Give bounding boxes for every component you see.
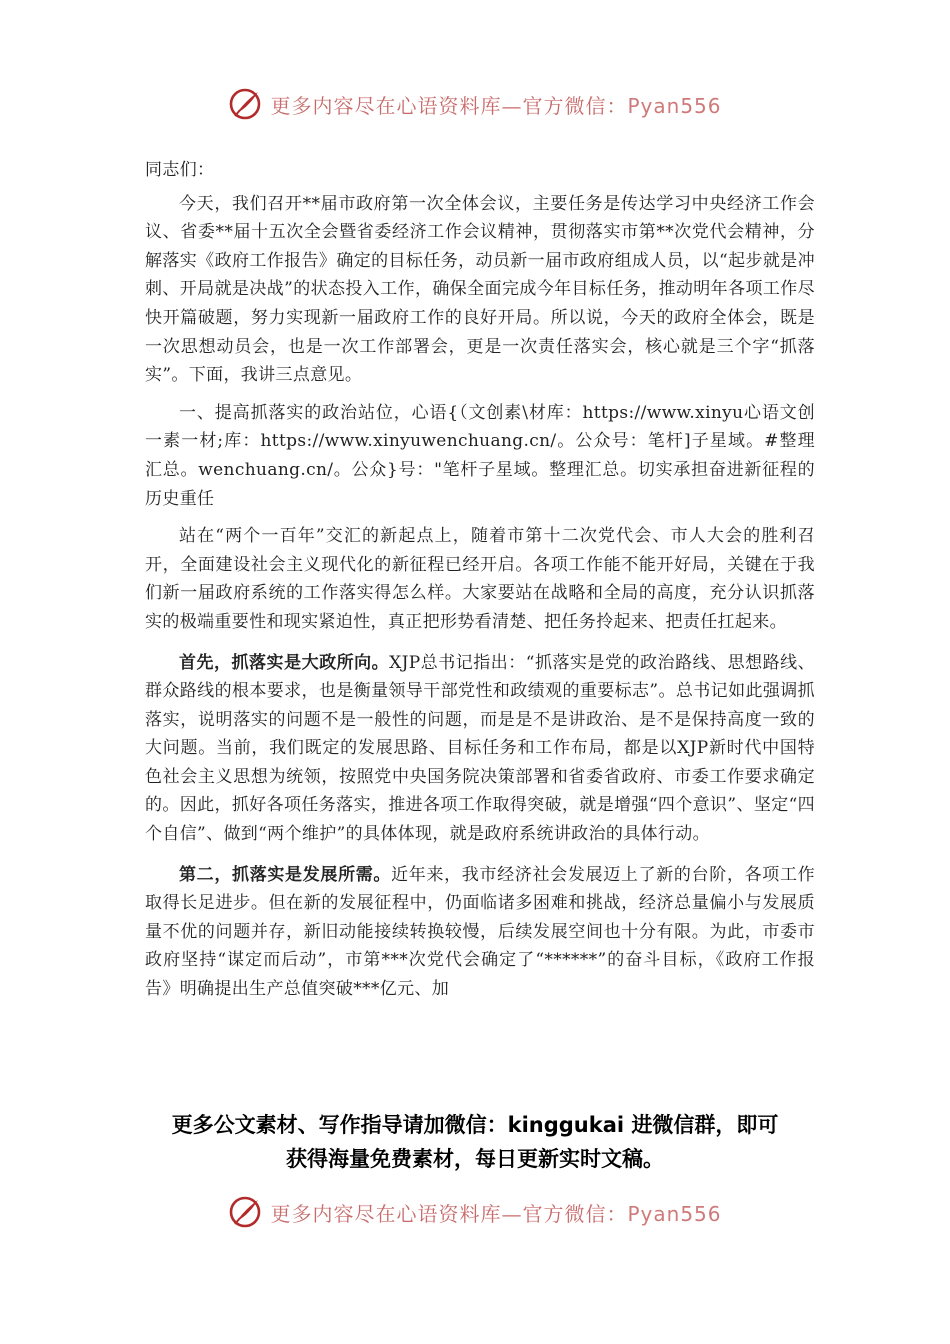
header-wechat-id: Pyan556 [627,93,722,118]
footer-banner[interactable] [0,1190,950,1234]
wechat-notice [0,1108,950,1176]
footer-banner-text: 更多内容尽在心语资料库—官方微信：Pyan556 [270,1201,722,1226]
footer-wechat-id: Pyan556 [627,1201,722,1226]
section-heading-one: 一、提高抓落实的政治站位，心语{（文创素\材库：https://www.xinyu心语文创一素一材;库：https://www.xinyuwenchuang.cn/。公众号：笔杆]子星域。#整理汇总。wenchuang.cn/。公众}号："笔杆子星域。整理汇总。切实承担奋进新征程的历史重任 [145,402,815,509]
header-banner[interactable] [0,82,950,126]
second-point-lead: 第二，抓落实是发展所需。 [179,864,392,885]
header-banner-text: 更多内容尽在心语资料库—官方微信：Pyan556 [270,93,722,118]
greeting: 同志们： [145,160,215,180]
paragraph-intro: 今天，我们召开**届市政府第一次全体会议，主要任务是传达学习中央经济工作会议、省委**届十五次全会暨省委经济工作会议精神，贯彻落实市第**次党代会精神，分解落实《政府工作报告》确定的目标任务，动员新一届市政府组成人员，以“起步就是冲刺、开局就是决战”的状态投入工作，确保全面完成今年目标任务，推动明年各项工作尽快开篇破题，努力实现新一届政府工作的良好开局。所以说，今天的政府全体会，既是一次思想动员会，也是一次工作部署会，更是一次责任落实会，核心就是三个字“抓落实”。下面，我讲三点意见。 [145,193,815,386]
notice-line-1: 更多公文素材、写作指导请加微信：kinggukai 进微信群，即可 [171,1113,779,1137]
first-point-lead: 首先，抓落实是大政所向。 [179,652,390,673]
quill-logo-icon [228,87,262,121]
paragraph-second-point: 第二，抓落实是发展所需。近年来，我市经济社会发展迈上了新的台阶，各项工作取得长足进步。但在新的发展征程中，仍面临诸多困难和挑战，经济总量偏小与发展质量不优的问题并存，新旧动能接续转换较慢，后续发展空间也十分有限。为此，市委市政府坚持“谋定而后动”，市第***次党代会确定了“******”的奋斗目标，《政府工作报告》明确提出生产总值突破***亿元、加 [145,864,815,1000]
document-body [145,156,815,1013]
quill-logo-icon [228,1195,262,1229]
paragraph-first-point: 首先，抓落实是大政所向。XJP总书记指出：“抓落实是党的政治路线、思想路线、群众路线的根本要求，也是衡量领导干部党性和政绩观的重要标志”。总书记如此强调抓落实，说明落实的问题不是一般性的问题，而是是不是讲政治、是不是保持高度一致的大问题。当前，我们既定的发展思路、目标任务和工作布局，都是以XJP新时代中国特色社会主义思想为统领，按照党中央国务院决策部署和省委省政府、市委工作要求确定的。因此，抓好各项任务落实，推进各项工作取得突破，就是增强“四个意识”、坚定“四个自信”、做到“两个维护”的具体体现，就是政府系统讲政治的具体行动。 [145,652,815,845]
notice-line-2: 获得海量免费素材，每日更新实时文稿。 [286,1147,664,1171]
paragraph-context: 站在“两个一百年”交汇的新起点上，随着市第十二次党代会、市人大会的胜利召开，全面建设社会主义现代化的新征程已经开启。各项工作能不能开好局，关键在于我们新一届政府系统的工作落实得怎么样。大家要站在战略和全局的高度，充分认识抓落实的极端重要性和现实紧迫性，真正把形势看清楚、把任务拎起来、把责任扛起来。 [145,526,815,632]
